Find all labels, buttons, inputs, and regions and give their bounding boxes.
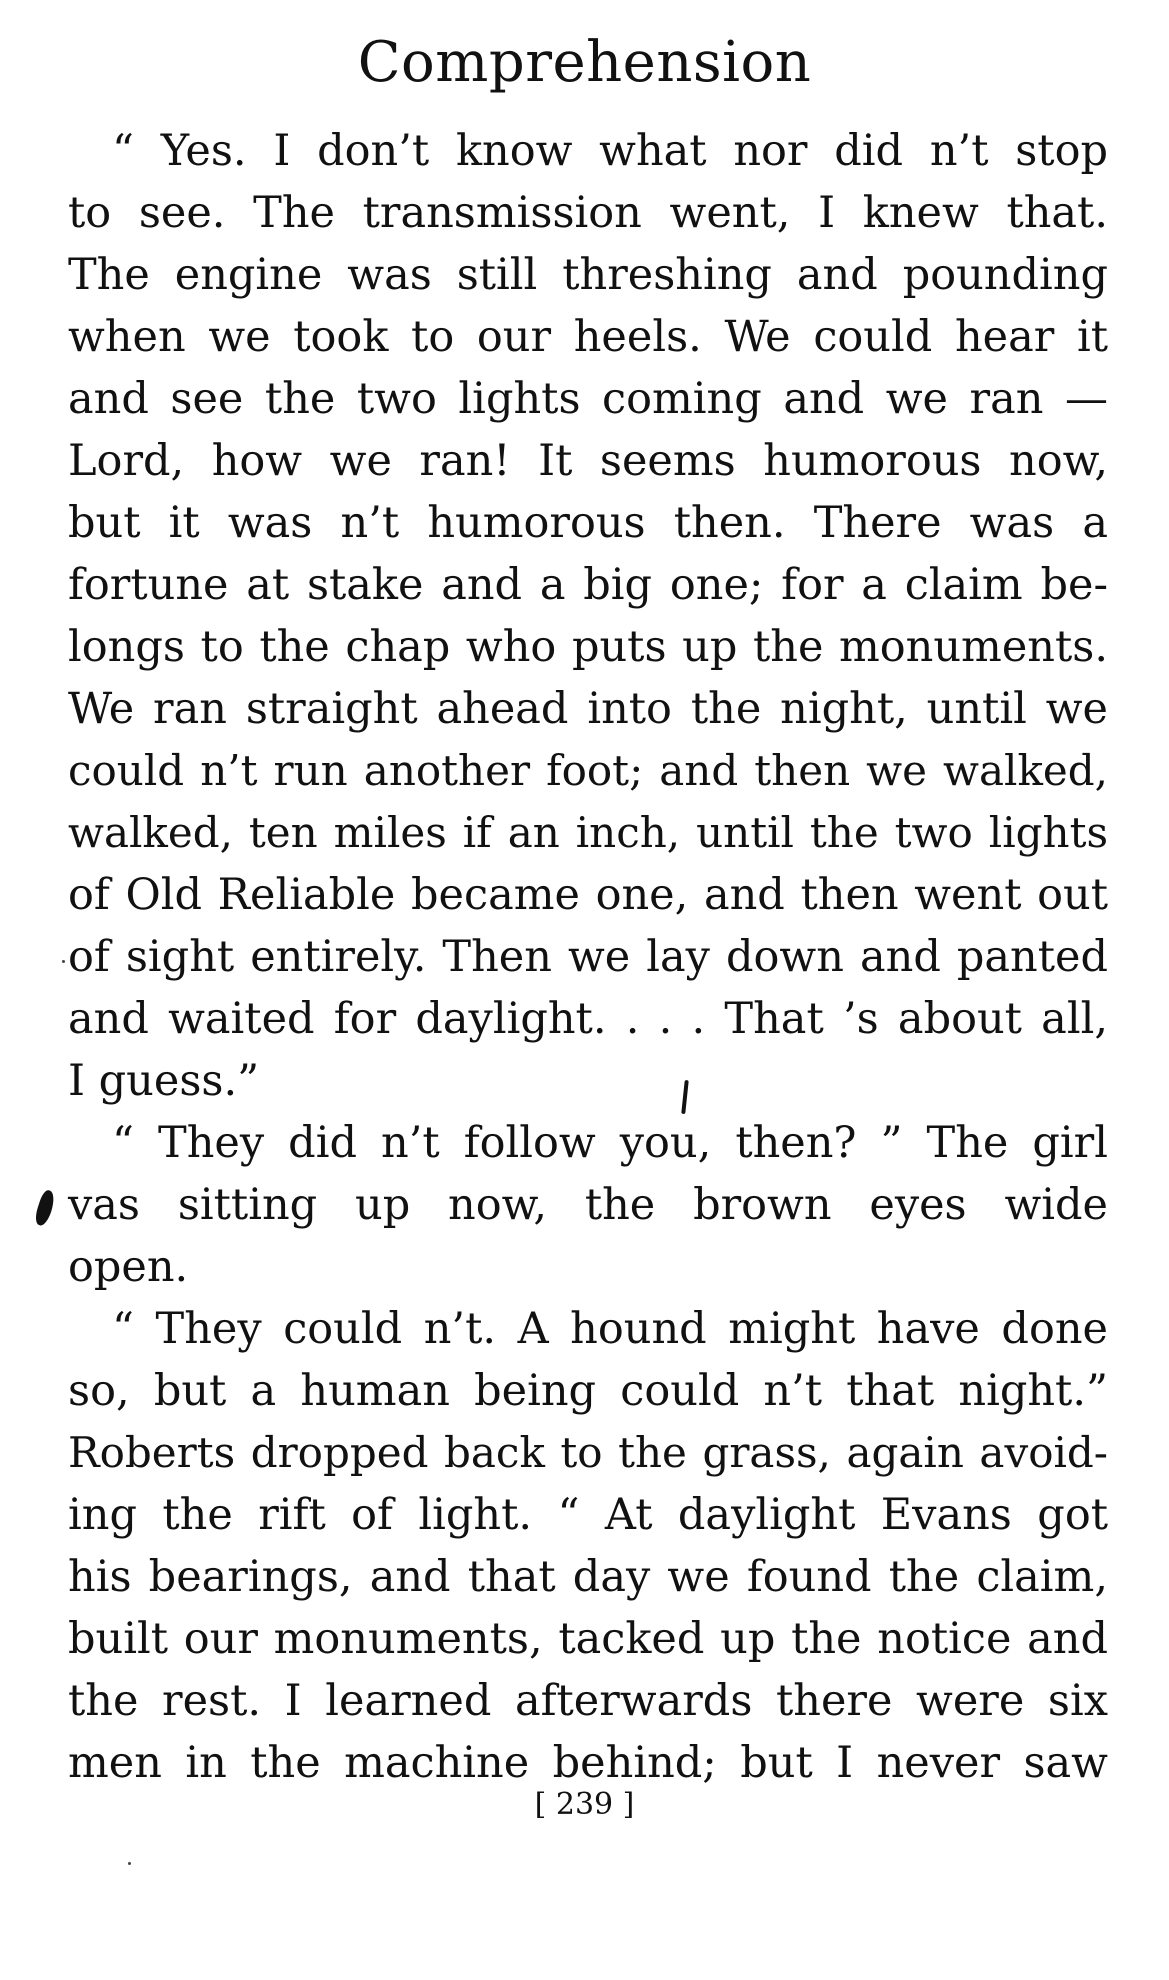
text-line: walked, ten miles if an inch, until the two lights [68, 808, 1108, 857]
text-line: men in the machine behind; but I never saw [68, 1738, 1108, 1788]
text-line: so, but a human being could n’t that night.” [68, 1366, 1108, 1416]
page-number: [ 239 ] [534, 1787, 635, 1822]
text-line: vas sitting up now, the brown eyes wide [68, 1180, 1108, 1230]
text-line: could n’t run another foot; and then we walked, [68, 746, 1108, 795]
text-line: when we took to our heels. We could hear it [68, 312, 1108, 362]
text-line: The engine was still threshing and pounding [68, 250, 1108, 300]
running-title: Comprehension [357, 30, 812, 95]
text-line: of Old Reliable became one, and then went out [68, 870, 1108, 920]
text-line: built our monuments, tacked up the notice and [68, 1614, 1108, 1664]
text-line: We ran straight ahead into the night, until we [68, 684, 1108, 734]
text-line: fortune at stake and a big one; for a claim be- [68, 560, 1108, 610]
text-line: open. [68, 1242, 189, 1292]
text-line: Lord, how we ran! It seems humorous now, [68, 436, 1108, 486]
text-line: Roberts dropped back to the grass, again avoid- [68, 1428, 1108, 1477]
text-line: “ They could n’t. A hound might have done [112, 1304, 1108, 1354]
paper-speck [128, 1862, 131, 1865]
body-text [68, 120, 1108, 1794]
text-line: his bearings, and that day we found the claim, [68, 1552, 1108, 1602]
text-line: and waited for daylight. . . . That ’s about all, [68, 994, 1108, 1044]
text-line: longs to the chap who puts up the monuments. [68, 622, 1108, 672]
text-line: and see the two lights coming and we ran — [68, 374, 1108, 424]
text-line: “ They did n’t follow you, then? ” The girl [112, 1118, 1108, 1168]
ink-blot [33, 1189, 57, 1228]
paper-speck [62, 960, 65, 963]
text-line: the rest. I learned afterwards there were six [68, 1676, 1108, 1726]
text-line: ing the rift of light. “ At daylight Evans got [68, 1490, 1108, 1540]
text-line: of sight entirely. Then we lay down and panted [68, 932, 1108, 982]
text-line: to see. The transmission went, I knew that. [68, 188, 1108, 238]
text-line: I guess.” [68, 1056, 260, 1106]
text-line: “ Yes. I don’t know what nor did n’t stop [112, 126, 1108, 176]
text-line: but it was n’t humorous then. There was a [68, 498, 1108, 548]
